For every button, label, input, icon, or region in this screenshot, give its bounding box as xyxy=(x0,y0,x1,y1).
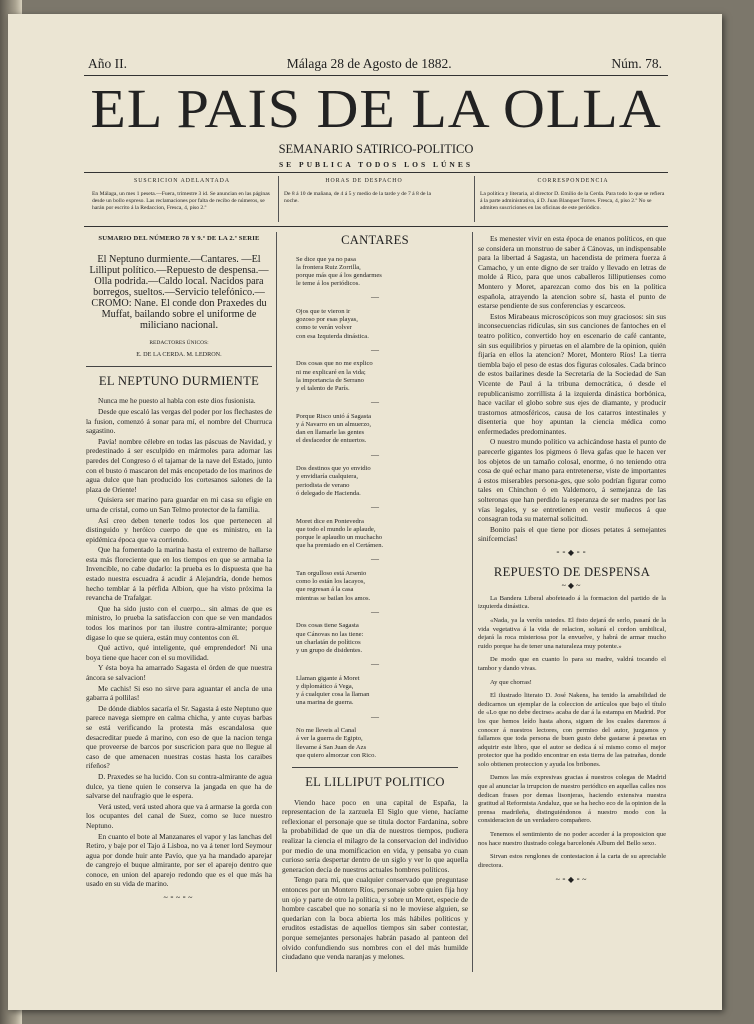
verse-line: Se dice que ya no pasa xyxy=(296,255,356,263)
cantares-body xyxy=(282,256,468,760)
verse-line: gozoso por esas playas, xyxy=(296,316,358,324)
paragraph: En cuanto el bote al Manzanares el vapor y las lanchas del Retiro, y baje por el Tajo á Lisboa, no va á tener lord Seymour agua por donde huir ante Pavío, que ya ha mandado aparejar de cangrejo el buque almirante, por ser el aparejo dentro que conoce, en union del aparejo redondo que es el que más ha usado en su vida de marino. xyxy=(86,831,272,889)
paragraph: Damos las más expresivas gracias á nuestros colegas de Madrid que al anunciar la irrupcion de nuestro periódico en aquellas calles nos dedican frases por demas lisonjeras, haciendo extensiva nuestra gratitud al Reformista Andaluz, que se ha hecho eco de la opinion de la prensa madrileña, distinguiéndonos á nuestro modo con la consideracion de un verdadero compañero. xyxy=(478,774,666,825)
paragraph: Es menester vivir en esta época de enanos políticos, en que se considera un monstruo de saber á Cánovas, un indispensable para la libertad á Sagasta, un hacendista de primera fuerza á Camacho, y un ente digno de ser traído y llevado en letras de molde á Rico, para que unos caballeros lilliputienses como Montero y Moret, aparezcan como dos bis en la política española, atrayendo la atencion sobre sí, hasta el punto de estarse pendiente de sus conferencias y escarceos. xyxy=(478,234,666,311)
ornament: ~⁃◆⁃~ xyxy=(555,875,589,885)
paragraph: Bonito país el que tiene por dioses petates á semejantes sinifcemcias! xyxy=(478,524,666,544)
verse-line: y á cualquier cosa la llaman xyxy=(296,691,370,699)
masthead-rule-top xyxy=(84,75,668,76)
paragraph: Ay que chorras! xyxy=(490,678,532,686)
verse-line: como lo están los lacayos, xyxy=(296,578,366,586)
verse-line: la frontera Ruiz Zorrilla, xyxy=(296,263,361,271)
paragraph: «Nada, ya la veréis ustedes. El fisto dejará de serlo, pasará de la vida vegetativa á la vida de relacion, soltará el cordon umbilical, dejará la roca misteriosa por la envuelve, y habrá de armar mucho ruido porque ha de tener una naturaleza muy potente.» xyxy=(478,616,666,650)
cantar-stanza xyxy=(296,518,468,551)
verse-line: Dos destinos que yo envidio xyxy=(296,465,371,473)
paragraph: Sirvan estos renglones de contestacion á la carta de su apreciable directora. xyxy=(478,853,666,869)
verse-line: Moret dice en Pontevedra xyxy=(296,517,364,525)
verse-line: que quiero almorzar con Rico. xyxy=(296,751,377,759)
ornament: ~⁃~⁃~ xyxy=(163,893,195,903)
verse-line: ni me explicaré en la vida; xyxy=(296,368,366,376)
paragraph: Nunca me he puesto al habla con este dios fusionista. xyxy=(98,396,256,406)
office-hours-box xyxy=(284,178,444,205)
paragraph: Que ha sido justo con el cuerpo... sin almas de que es ministro, lo prueba la satisfaccion con que se ven mandados todos los marinos por tan ilustre contra-almirante; porque digase lo que se quiera, están muy contentos con él. xyxy=(86,603,272,642)
paragraph: Quisiera ser marino para guardar en mi casa su efigie en urna de cristal, como un San Telmo protector de la familia. xyxy=(86,495,272,514)
lilliput-body xyxy=(282,798,468,962)
verse-line: porque más que á los gendarmes xyxy=(296,272,382,279)
verse-line: Dos cosas tiene Sagasta xyxy=(296,622,359,630)
paragraph: Qué activo, qué inteligente, qué emprendedor! Ni una boya tiene que hacer con el su movilidad. xyxy=(86,643,272,662)
paragraph: Y ésta boya ha amarrado Sagasta el órden de que nuestra áncora se salvacion! xyxy=(86,663,272,682)
dateline: Málaga 28 de Agosto de 1882. xyxy=(286,56,452,71)
cantares-title: CANTARES xyxy=(341,234,409,247)
stanza-separator: — xyxy=(371,344,379,354)
verse-line: le teme á los periódicos. xyxy=(296,280,360,288)
ornament: ~◆~ xyxy=(561,581,583,591)
verse-line: la importancia de Serrano xyxy=(296,376,364,384)
paragraph: Me cachis! Si eso no sirve para aguantar el ancla de una gabarra á pollilas! xyxy=(86,683,272,703)
stanza-separator: — xyxy=(371,502,379,512)
cantar-stanza xyxy=(296,622,468,655)
verse-line: Dos cosas que no me explico xyxy=(296,360,373,368)
verse-line: Tan orgulloso está Arsenio xyxy=(296,570,367,578)
verse-line: dan en llamarle las gentes xyxy=(296,429,365,437)
verse-line: que Cánovas no las tiene: xyxy=(296,630,364,638)
cantar-stanza xyxy=(296,308,468,341)
verse-line: una marina de guerra. xyxy=(296,699,354,707)
neptuno-title: EL NEPTUNO DURMIENTE xyxy=(98,373,260,388)
paragraph: De dónde diablos sacaría el Sr. Sagasta á este Neptuno que parece navega siempre en calma chicha, y ante cuyas barbas se está verificando la protesta más escandalosa que desacreditar puede á marino, con eso de que la nacion tenga que proveerse de barcos por suscricion para que no llegue al caso de que amenacen nuestras costas hasta los caraibes rifeños? xyxy=(86,703,272,771)
stanza-separator: — xyxy=(371,397,379,407)
paragraph: Estos Mirabeaus microscópicos son muy graciosos: sin sus inconsecuencias ridículas, sin sus canciones de fantoches en el teatro político, convertido hoy en escenario de café cantante, sin sus equilibrios y piruetas en el alambre de la opinion, quién fijaría en ellos la atencion? Moret, Montero Ríos! La tierra tiembla bajo el peso de estas dos figuras colosales. Cada brinco de estos bailarines desde la Secretaría de la Sociedad de San Vicente de Paul á la tribuna democrática, ó desde el republicanismo zorrillista á la izquierda dinástica borbónica, hace vacilar el globo sobre sus ejes de diamante, y producir trastornos atmosféricos, causa de los catarros intestinales y disenteria que hoy apuntan la ciencia médica como enfermedades predominantes. xyxy=(478,311,666,436)
repuesto-body xyxy=(478,595,666,871)
paragraph: Viendo hace poco en una capital de España, la representacion de la zarzuela El Siglo que viene, hacíame reflexionar el personaje que se titula doctor Fardanina, sobre la probabilidad de que un día de nuestros tiempos, pudiera realizar la ciencia el milagro de la conservacion del individuo por medio de una momificacion en vida, y pensaba yo cuan curioso seria despertar dentro de un siglo y ver lo que aquella generacion decía de nuestros actuales hombres políticos. xyxy=(282,797,468,874)
paragraph: Verá usted, verá usted ahora que va á armarse la gorda con los ocupantes del canal de Suez, como se luce nuestro Neptuno. xyxy=(86,801,272,830)
verse-line: con esa Izquierda dinástica. xyxy=(296,332,369,340)
subscription-text: En Málaga, un mes 1 peseta.—Fuera, trimestre 3 id. Se anuncian en las páginas desde un bollo expreso. Las reclamaciones por falta de recibo de números, se harán por escrito á la Redaccion, Fresca, 4, piso 2.º xyxy=(92,191,270,211)
correspondence-box xyxy=(480,178,666,212)
verse-line: que ha premiado en el Certámen. xyxy=(296,542,384,550)
cantar-stanza xyxy=(296,256,468,289)
summary-heading: SUMARIO DEL NÚMERO 78 Y 9.º DE LA 2.ª SERIE xyxy=(98,235,260,242)
repuesto-title: REPUESTO DE DESPENSA xyxy=(493,564,651,579)
office-hours-title: HORAS DE DESPACHO xyxy=(325,178,403,184)
right-body xyxy=(478,234,666,544)
info-rule xyxy=(84,226,668,227)
verse-line: y un grupo de disidentes. xyxy=(296,647,363,655)
verse-line: y envidiaría cualquiera, xyxy=(296,473,359,481)
verse-line: Porque Risco unió á Sagasta xyxy=(296,412,372,420)
verse-line: Ojos que te vieron ir xyxy=(296,308,351,315)
info-divider-2 xyxy=(474,176,475,222)
stanza-separator: — xyxy=(371,449,379,459)
paragraph: La Bandera Liberal abofeteado á la formacion del partido de la izquierda dinástica. xyxy=(478,594,666,611)
info-divider-1 xyxy=(278,176,279,222)
cantar-stanza xyxy=(296,360,468,393)
paragraph: D. Praxedes se ha lucido. Con su contra-almirante de agua dulce, ya tiene quien le conserva la jangada en que ha de salvarse del naufragio que le espera. xyxy=(86,771,272,801)
verse-line: periodista de verano xyxy=(296,481,350,489)
newspaper-subtitle: SEMANARIO SATIRICO-POLITICO xyxy=(278,142,474,156)
newspaper-title: EL PAIS DE LA OLLA xyxy=(90,77,662,140)
verse-line: como te verán volver xyxy=(296,324,352,332)
masthead-topline xyxy=(88,56,662,72)
verse-line: el desfacedor de entuertos. xyxy=(296,437,367,445)
verse-line: mientras se bailan los amos. xyxy=(296,594,371,602)
stanza-separator: — xyxy=(371,659,379,669)
publication-schedule: SE PUBLICA TODOS LOS LÚNES xyxy=(278,160,473,169)
subscription-box xyxy=(92,178,272,212)
lilliput-rule xyxy=(292,767,458,768)
verse-line: No me lleveis al Canal xyxy=(296,727,357,735)
cantar-stanza xyxy=(296,413,468,446)
middle-column xyxy=(282,234,468,974)
issue-year: Año II. xyxy=(88,56,127,71)
verse-line: porque le aplaudio un muchacho xyxy=(296,534,383,542)
column-divider-1 xyxy=(276,232,277,972)
correspondence-text: La política y literaria, al director D. Emilio de la Cerda. Para todo lo que se refiera á la parte administrativa, á D. Juan Blanquet Torres. Fresca, 4, piso 2.º No se admiten suscriciones en las oficinas de este periódico. xyxy=(480,191,665,211)
office-hours-text: De 8 á 10 de mañana, de 4 á 5 y medio de la tarde y de 7 á 8 de la noche. xyxy=(284,191,431,204)
paragraph: El ilustrado literato D. José Nakens, ha tenido la amabilidad de dedicarnos un ejemplar de la coleccion de artículos que bajo el título de «Lo que no debe decirse» acaba de dar á la estampa en Madrid. Por los que hemos leído hasta ahora, siguen de los cuales daremos á conocer á nuestros lectores, con permiso del autor, juzgamos y fallamos que toda persona de buen gusto debe gastarse á pesetas en adquirir este libro, que el autor se dedica á sí mismo como el mejor protector que ha podido encontrar en esta tierra de las patrañas, donde solo obtienen proteccion y ayuda los bribones. xyxy=(478,692,666,768)
editors-label: REDACTORES ÚNICOS: xyxy=(149,339,209,346)
paragraph: Desde que escaló las vergas del poder por los flechastes de la fusion, comenzó á sonar para mí, el nombre del Churruca sagastino. xyxy=(86,406,272,436)
summary-rule xyxy=(86,366,272,367)
lilliput-title: EL LILLIPUT POLITICO xyxy=(305,775,445,790)
column-divider-2 xyxy=(472,232,473,972)
verse-line: que todo el mundo le aplaude, xyxy=(296,525,376,533)
issue-number: Núm. 78. xyxy=(611,56,662,71)
paragraph: Tengo para mí, que cualquier conservado que preguntase entonces por un Montero Ríos, personaje sobre quien fija hoy un ojo y parte de otro la política, y sobre un Moret, especie de hombre cascabel que no sonaría si no le moviese alguien, se quedarían con la boca abierta los más hábiles políticos y eruditos estadistas de aquellos tiempos sin saber contestar, porque semejantes personajes habrán pasado al panteon del olvido confundiendo sus nombres con el del más humilde ciudadano que venda naranjas y melones. xyxy=(282,875,468,962)
verse-line: y á Navarro en un almuerzo, xyxy=(296,421,372,429)
verse-line: ó delegado de Hacienda. xyxy=(296,489,361,497)
summary-text: El Neptuno durmiente.—Cantares. —El Lilliput político.—Repuesto de despensa.—Olla podrida.—Caldo local. Nacidos para borregos, sueltos.—Servicio telefónico.—CROMO: Nane. El conde don Praxedes du Muffat, bailando sobre el uniforme de miliciano nacional. xyxy=(89,253,269,331)
verse-line: y diplomático á Vega, xyxy=(296,683,354,691)
stanza-separator: — xyxy=(371,554,379,564)
left-column xyxy=(86,234,272,974)
cantar-stanza xyxy=(296,727,468,760)
paragraph: Pavía! nombre célebre en todas las páscuas de Navidad, y predestinado á ser esculpido en mármoles para adornar las paredes del Congreso ó el tajamar de la nave del Estado, junto con el busto ó mascaron del más encopetado de los marinos de agua dulce que han producido los cortesanos salones de la plaza de Oriente! xyxy=(86,436,272,494)
neptuno-body xyxy=(86,396,272,889)
paragraph: Así creo deben tenerle todos los que pertenecen al distinguido y heróico cuerpo de que es ministro, en la epidémica época que va corriendo. xyxy=(86,515,272,544)
paragraph: Que ha fomentado la marina hasta el extremo de hallarse esta más floreciente que en los tiempos en que se armaba la Invencible, no cabe dudarlo: la prueba es lo dispuesta que ha estado nuestra escuadra á acudir á Alejandría, donde hemos hecho temblar á la pérfida Albion, que ha visto próxima la revancha de Trafalgar. xyxy=(86,545,272,603)
verse-line: Llaman gigante á Moret xyxy=(296,674,360,682)
verse-line: llevame á San Juan de Azs xyxy=(296,743,367,751)
paragraph: De modo que en cuanto lo para su madre, valdrá tocando el tambor y dando vivas. xyxy=(478,656,666,672)
stanza-separator: — xyxy=(371,711,379,721)
paragraph: Tenemos el sentimiento de no poder acceder á la proposicion que nos hace nuestro ilustrado colega barcelonés Album del Bello sexo. xyxy=(478,831,666,847)
masthead-rule-bottom xyxy=(84,172,668,173)
editors-names: E. DE LA CERDA. M. LEDRON. xyxy=(136,351,222,359)
verse-line: un charlatán de políticos xyxy=(296,638,361,646)
correspondence-title: CORRESPONDENCIA xyxy=(537,178,609,184)
right-column xyxy=(478,234,666,974)
cantar-stanza xyxy=(296,465,468,498)
stanza-separator: — xyxy=(371,606,379,616)
ornament: ⁃⁃◆⁃⁃ xyxy=(555,548,589,557)
paragraph: O nuestro mundo político va achicándose hasta el punto de parecerle gigantes los pigmeos ó lleva gafas que le hacen ver los objetos de un tamaño colosal, enorme, ó no teniendo otra cosa de qué echar mano para entretenerse, viste de importantes á estos miserables persona-ges, que solo podrían figurar como tales en Chinchon ó en Valdemoro, á semejanza de las solteronas que han perdido la esperanza de ser madres por las vías legales, y se entretienen en vestir muñecos á que consagran toda su maternal solicitud. xyxy=(478,437,666,524)
cantar-stanza xyxy=(296,570,468,603)
verse-line: y el talento de París. xyxy=(296,385,350,393)
cantar-stanza xyxy=(296,675,468,708)
stanza-separator: — xyxy=(371,292,379,302)
verse-line: que regresan á la casa xyxy=(296,586,354,594)
verse-line: á ver la guerra de Egipto, xyxy=(296,735,363,743)
subscription-title: SUSCRICION ADELANTADA xyxy=(133,178,231,184)
